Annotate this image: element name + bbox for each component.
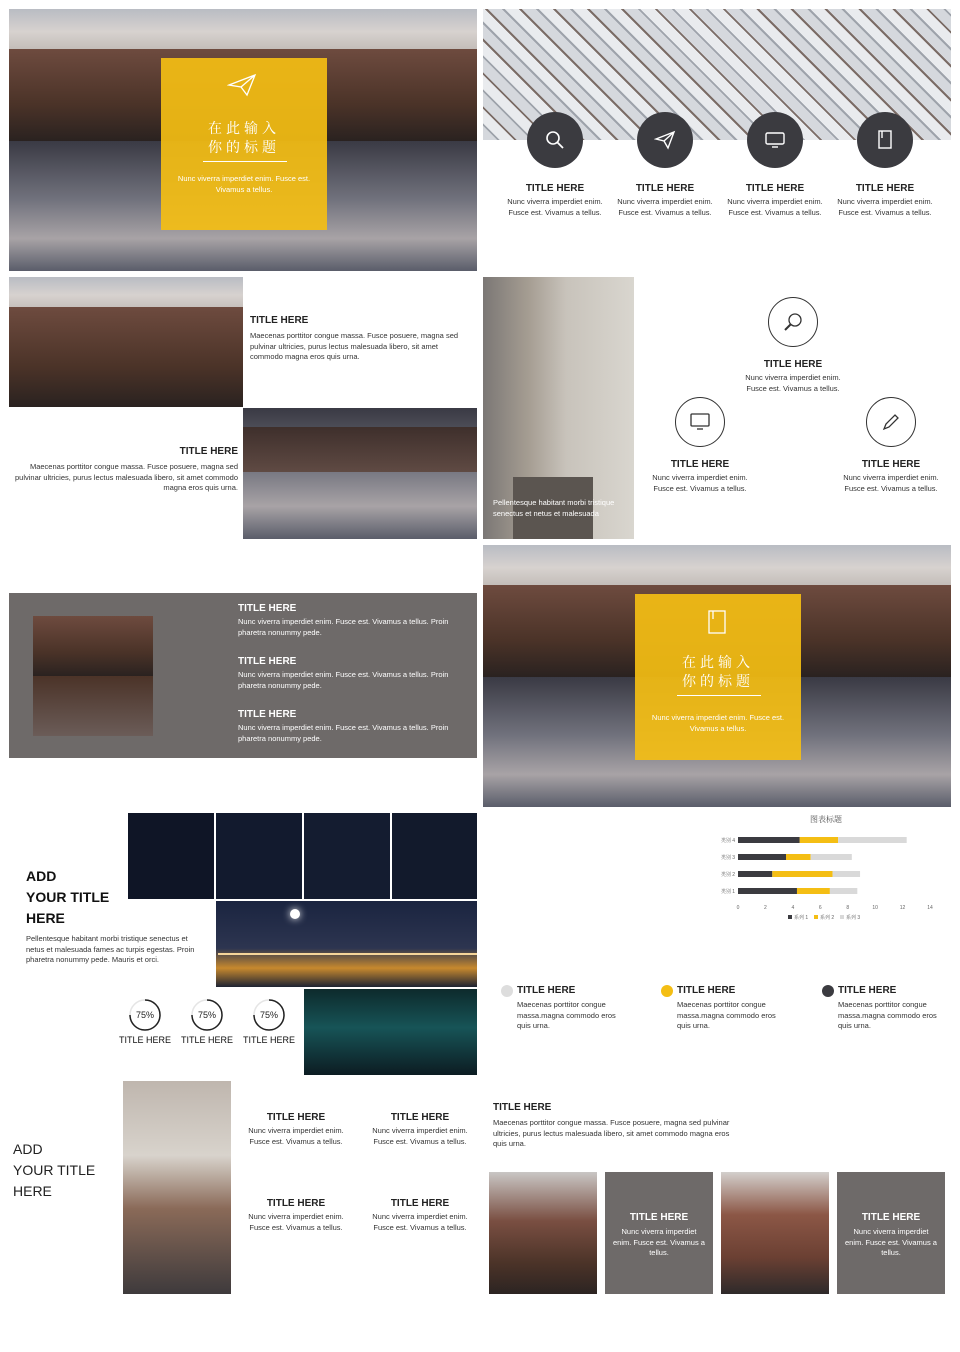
x-tick-label: 6 [818,905,822,911]
legend-item-body: Maecenas porttitor congue massa.magna commodo eros quis urna. [838,1000,937,1030]
photo-caption: Pellentesque habitant morbi tristique senectus et netus et malesuada [493,498,615,518]
slide-grid-text [9,1081,477,1343]
heading-line-1: ADD [13,1141,43,1157]
paper-plane-icon [227,73,257,97]
bottom-body: Maecenas porttitor congue massa. Fusce posuere, magna sed pulvinar ultricies, purus lectus malesuada libero, sit amet commodo magna eros quis urna. [15,462,239,492]
feature-body: Nunc viverra imperdiet enim. Fusce est. Vivamus a tellus. [617,197,713,217]
search-icon [527,112,583,168]
monitor-icon [675,397,725,447]
progress-value: 75% [197,1010,216,1020]
bar-segment [738,871,772,877]
feature-title: TITLE HERE [525,183,585,194]
legend-label: 系列 1 [794,915,809,921]
icon-row [483,112,951,262]
category-label: 类别 3 [720,855,735,861]
x-tick-label: 10 [872,905,878,911]
card-photo [489,1172,597,1294]
progress-label: TITLE HERE [118,1035,171,1045]
feature-body: Nunc viverra imperdiet enim. Fusce est. Vivamus a tellus. [507,197,603,217]
list-item-title: TITLE HERE [238,709,297,720]
slide-chart [483,813,951,1075]
title-underline [677,695,761,696]
legend-item-title: TITLE HERE [517,985,576,996]
legend-label: 系列 3 [846,915,861,921]
card-photo [721,1172,829,1294]
legend-swatch [840,915,844,919]
legend-swatch [788,915,792,919]
card-title: TITLE HERE [861,1212,921,1223]
bar-segment [838,837,907,843]
category-label: 类别 1 [720,889,735,895]
feature-body: Nunc viverra imperdiet enim. Fusce est. Vivamus a tellus. [727,197,823,217]
cn-title-line-2: 你的标题 [682,673,754,689]
cover-body: Nunc viverra imperdiet enim. Fusce est. Vivamus a tellus. [177,174,311,194]
feature-body: Nunc viverra imperdiet enim. Fusce est. Vivamus a tellus. [652,473,748,493]
list-item-title: TITLE HERE [238,656,297,667]
cn-title-line-2: 你的标题 [208,139,280,155]
progress-label: TITLE HERE [180,1035,233,1045]
bullet-dot [661,985,673,997]
x-tick-label: 2 [764,905,767,911]
slide-icons [483,9,951,271]
feature-title: TITLE HERE [670,459,730,470]
square-photo [33,616,153,676]
feature-item [645,397,755,494]
bar-segment [800,837,838,843]
night-sky-tile [128,813,214,899]
progress-label: TITLE HERE [242,1035,295,1045]
legend-item-title: TITLE HERE [838,985,897,996]
progress-value: 75% [259,1010,278,1020]
feature-item [738,297,848,394]
card-body: Nunc viverra imperdiet enim. Fusce est. Vivamus a tellus. [613,1227,705,1257]
grid-item [365,1198,475,1233]
x-tick-label: 4 [791,905,795,911]
grid-item [241,1198,351,1233]
category-label: 类别 2 [720,872,735,878]
progress-ring-group [118,998,308,1048]
list-item-body: Nunc viverra imperdiet enim. Fusce est. Vivamus a tellus. Proin pharetra nonummy pede. [238,670,449,690]
list-item-body: Nunc viverra imperdiet enim. Fusce est. Vivamus a tellus. Proin pharetra nonummy pede. [238,617,449,637]
x-tick-label: 12 [899,905,906,911]
bar-segment [738,888,797,894]
bullet-dot [822,985,834,997]
cn-title [161,119,327,157]
card-body: Nunc viverra imperdiet enim. Fusce est. Vivamus a tellus. [845,1227,937,1257]
night-sky-tile [304,813,390,899]
list-item-body: Nunc viverra imperdiet enim. Fusce est. Vivamus a tellus. Proin pharetra nonummy pede. [238,723,449,743]
slide-cards [483,1081,951,1343]
bar-segment [786,854,811,860]
night-sky-tile [216,813,302,899]
grid-item [241,1112,351,1147]
legend-item [501,985,651,1032]
book-icon [857,112,913,168]
feature-title: TITLE HERE [635,183,695,194]
progress-ring [242,998,296,1045]
legend-item-title: TITLE HERE [677,985,736,996]
feature-item [610,112,720,218]
feature-body: Nunc viverra imperdiet enim. Fusce est. Vivamus a tellus. [843,473,939,493]
list-item [238,603,468,638]
legend-swatch [814,915,818,919]
bar-segment [811,854,852,860]
grid-item-title: TITLE HERE [390,1198,450,1209]
feature-item [500,112,610,218]
legend-item [822,985,950,1032]
heading [13,1139,95,1202]
stacked-bar-chart [708,813,951,933]
heading-line-2: YOUR TITLE [26,889,110,905]
bar-segment [738,854,786,860]
monitor-icon [747,112,803,168]
category-label: 类别 4 [720,838,735,844]
feature-item [720,112,830,218]
legend-item [661,985,811,1032]
heading-body: Pellentesque habitant morbi tristique senectus et netus et malesuada fames ac turpis egestas. Proin pharetra nonummy pede. Mauris et orci. [26,934,195,964]
grid-item-body: Nunc viverra imperdiet enim. Fusce est. Vivamus a tellus. [372,1212,468,1232]
grid-item-body: Nunc viverra imperdiet enim. Fusce est. Vivamus a tellus. [372,1126,468,1146]
cover-body: Nunc viverra imperdiet enim. Fusce est. Vivamus a tellus. [651,713,785,733]
section-title: TITLE HERE [493,1102,552,1113]
text-card [605,1172,713,1294]
grid-item-title: TITLE HERE [266,1112,326,1123]
heading-line-2: YOUR TITLE [13,1162,96,1178]
x-tick-label: 8 [846,905,850,911]
slide-street [483,277,951,539]
feature-title: TITLE HERE [745,183,805,194]
bottom-title: TITLE HERE [179,446,238,457]
heading-line-3: HERE [13,1183,52,1199]
top-title: TITLE HERE [250,315,309,326]
cn-title-line-1: 在此输入 [682,654,754,670]
reflection-buildings [243,427,477,472]
bridge-tile [216,901,477,987]
heading [26,866,109,929]
progress-value: 75% [135,1010,154,1020]
card-title: TITLE HERE [629,1212,689,1223]
heading-line-3: HERE [26,910,65,926]
bar-segment [830,888,857,894]
section-body: Maecenas porttitor congue massa. Fusce posuere, magna sed pulvinar ultricies, purus lectus malesuada libero, sit amet commodo magna eros quis urna. [493,1118,730,1148]
bullet-dot [501,985,513,997]
grid-item [365,1112,475,1147]
grid-item-body: Nunc viverra imperdiet enim. Fusce est. Vivamus a tellus. [248,1212,344,1232]
feature-body: Nunc viverra imperdiet enim. Fusce est. Vivamus a tellus. [745,373,841,393]
heading-line-1: ADD [26,868,57,884]
slide-split-photos [9,277,477,539]
legend-item-body: Maecenas porttitor congue massa.magna commodo eros quis urna. [677,1000,776,1030]
cn-title-line-1: 在此输入 [208,120,280,136]
legend-item-body: Maecenas porttitor congue massa.magna commodo eros quis urna. [517,1000,616,1030]
list-item [238,656,468,691]
feature-title: TITLE HERE [861,459,921,470]
bridge-deck [218,953,477,955]
bar-segment [833,871,860,877]
slide-bridge [9,813,477,1075]
x-tick-label: 14 [927,905,933,911]
magnifier-icon [768,297,818,347]
bar-segment [797,888,830,894]
feature-item [830,112,940,218]
tower-photo [123,1081,231,1294]
text-card [837,1172,945,1294]
list-item-title: TITLE HERE [238,603,297,614]
x-tick-label: 0 [736,905,740,911]
title-underline [203,161,287,162]
chart-title: 图表标题 [810,815,842,824]
progress-ring [180,998,234,1045]
progress-ring [118,998,172,1045]
slide-cover [9,9,477,271]
book-icon [706,609,728,635]
water-tile [304,989,477,1075]
slide-cover-2 [483,545,951,807]
bar-segment [772,871,832,877]
feature-body: Nunc viverra imperdiet enim. Fusce est. Vivamus a tellus. [837,197,933,217]
town-photo [9,307,243,407]
feature-item [836,397,946,494]
grid-item-title: TITLE HERE [390,1112,450,1123]
square-photo-reflection [33,676,153,736]
bar-segment [738,837,800,843]
paper-plane-icon [637,112,693,168]
pencil-icon [866,397,916,447]
list-item [238,709,468,744]
grid-item-body: Nunc viverra imperdiet enim. Fusce est. Vivamus a tellus. [248,1126,344,1146]
feature-title: TITLE HERE [763,359,823,370]
slide-grey-list [9,593,477,758]
grid-item-title: TITLE HERE [266,1198,326,1209]
top-body: Maecenas porttitor congue massa. Fusce posuere, magna sed pulvinar ultricies, purus lectus malesuada libero, sit amet commodo magna eros quis urna. [250,331,459,361]
feature-title: TITLE HERE [855,183,915,194]
moon [290,909,300,919]
cn-title [635,653,801,691]
night-sky-tile [392,813,477,899]
legend-label: 系列 2 [820,915,835,921]
